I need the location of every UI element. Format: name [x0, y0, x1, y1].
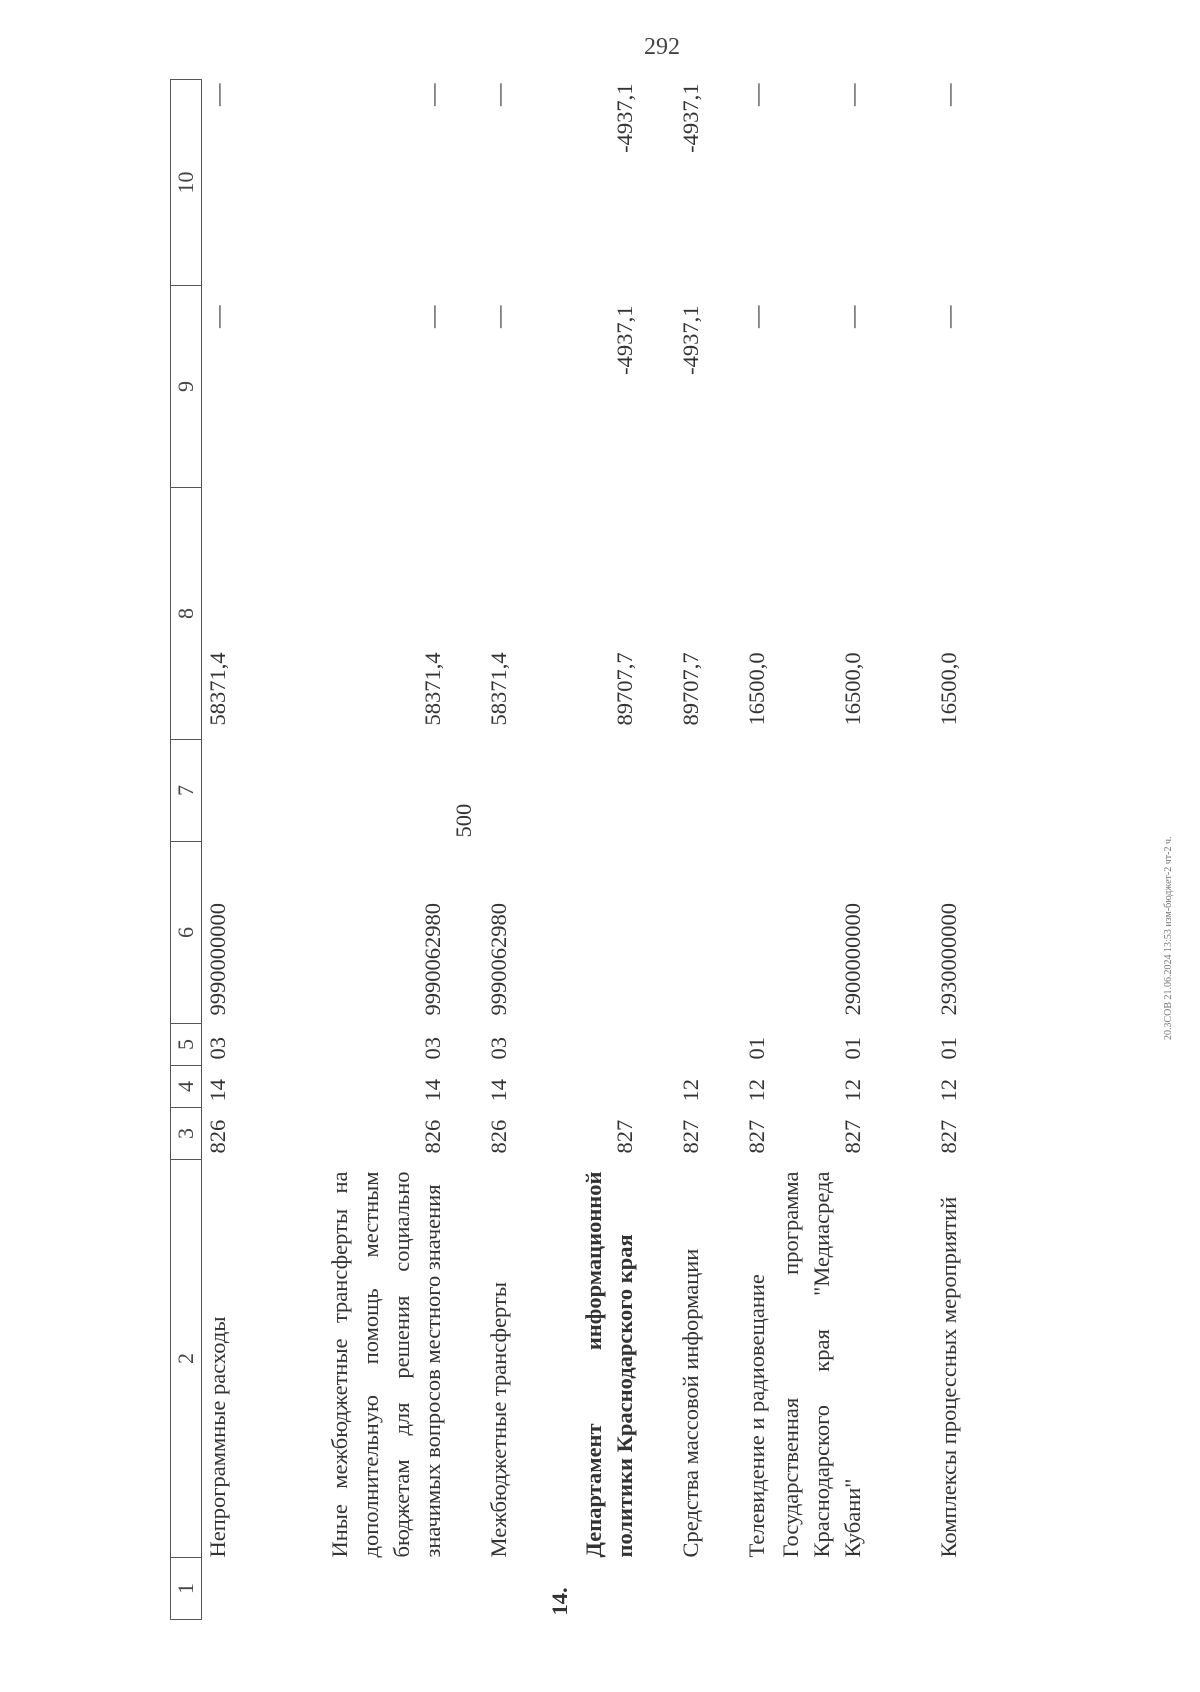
row-number	[272, 1558, 448, 1620]
table-row	[272, 80, 448, 1620]
header-row	[171, 80, 202, 1620]
cell-col-4: 12	[743, 1079, 769, 1102]
rotated-table-container	[170, 80, 1170, 1620]
cell-col-5: 03	[419, 1037, 445, 1060]
header-col-4: 4	[171, 1066, 202, 1108]
cell-col-8: 58371,4	[205, 652, 230, 726]
cell-col-5	[514, 1024, 640, 1066]
budget-table	[170, 79, 964, 1620]
cell-col-10: —	[485, 83, 511, 106]
cell-col-8: 89707,7	[611, 652, 637, 726]
cell-col-8: 16500,0	[935, 652, 961, 726]
cell-col-9: —	[419, 305, 445, 328]
cell-col-7: 500	[450, 803, 476, 838]
cell-col-4: 14	[205, 1079, 230, 1102]
cell-col-5: 01	[839, 1037, 865, 1060]
header-col-10: 10	[171, 80, 202, 286]
header-col-8: 8	[171, 488, 202, 740]
cell-col-4	[514, 1066, 640, 1108]
cell-col-4: 12	[677, 1079, 703, 1102]
header-col-3: 3	[171, 1108, 202, 1160]
cell-col-10: —	[839, 83, 865, 106]
table-row	[202, 80, 272, 1620]
row-name: Департамент информационной политики Краснодарского края	[580, 1171, 637, 1558]
cell-col-8: 58371,4	[419, 652, 445, 726]
cell-col-3: 826	[485, 1119, 511, 1154]
cell-col-6: 9990000000	[205, 903, 230, 1016]
cell-col-9: -4937,1	[677, 305, 703, 375]
cell-col-9: —	[839, 305, 865, 328]
cell-col-7	[640, 740, 706, 842]
cell-col-10: -4937,1	[677, 83, 703, 153]
cell-col-7	[272, 740, 448, 842]
row-name: Непрограммные расходы	[205, 1316, 230, 1558]
header-col-5: 5	[171, 1024, 202, 1066]
cell-col-8: 16500,0	[839, 652, 865, 726]
cell-col-10: —	[205, 83, 230, 106]
cell-col-5	[640, 1024, 706, 1066]
cell-col-9: —	[205, 305, 230, 328]
cell-col-3: 827	[611, 1119, 637, 1154]
cell-col-10: -4937,1	[611, 83, 637, 153]
row-name: Иные межбюджетные трансферты на дополнительную помощь местным бюджетам для решения социально значимых вопросов местного значения	[326, 1171, 445, 1558]
row-name: Комплексы процессных мероприятий	[935, 1196, 961, 1558]
row-name: Телевидение и радиовещание	[743, 1274, 769, 1558]
row-number	[868, 1558, 964, 1620]
cell-col-3: 826	[205, 1119, 230, 1154]
cell-col-5: 01	[743, 1037, 769, 1060]
cell-col-6: 9990062980	[419, 903, 445, 1016]
cell-col-10: —	[935, 83, 961, 106]
cell-col-9: —	[743, 305, 769, 328]
row-number	[640, 1558, 706, 1620]
row-number	[448, 1558, 514, 1620]
cell-col-3: 827	[935, 1119, 961, 1154]
cell-col-6: 9990062980	[485, 903, 511, 1016]
cell-col-6	[640, 842, 706, 1024]
row-number	[202, 1558, 272, 1620]
cell-col-3: 827	[677, 1119, 703, 1154]
table-row	[706, 80, 772, 1620]
cell-col-8: 16500,0	[743, 652, 769, 726]
cell-col-5: 03	[205, 1037, 230, 1060]
cell-col-6: 2900000000	[839, 903, 865, 1016]
cell-col-4: 12	[935, 1079, 961, 1102]
row-number	[772, 1558, 868, 1620]
cell-col-4: 14	[485, 1079, 511, 1102]
cell-col-10: —	[419, 83, 445, 106]
cell-col-3: 827	[839, 1119, 865, 1154]
table-row	[448, 80, 514, 1620]
footer-stamp: 20.3СОВ 21.06.2024 13:53 изм-бюджет-2 чт-2 ч.	[1163, 836, 1174, 1040]
cell-col-4: 12	[839, 1079, 865, 1102]
header-col-7: 7	[171, 740, 202, 842]
cell-col-8: 58371,4	[485, 652, 511, 726]
row-name: Межбюджетные трансферты	[485, 1282, 511, 1558]
cell-col-9: —	[935, 305, 961, 328]
cell-col-7	[868, 740, 964, 842]
table-row	[640, 80, 706, 1620]
header-col-9: 9	[171, 286, 202, 488]
row-number: 14.	[546, 1587, 572, 1616]
cell-col-7	[202, 740, 272, 842]
row-name: Средства массовой информации	[677, 1248, 703, 1558]
table-row	[868, 80, 964, 1620]
cell-col-7	[706, 740, 772, 842]
table-row	[772, 80, 868, 1620]
cell-col-9: -4937,1	[611, 305, 637, 375]
table-row	[514, 80, 640, 1620]
cell-col-9: —	[485, 305, 511, 328]
cell-col-3: 827	[743, 1119, 769, 1154]
cell-col-7	[772, 740, 868, 842]
cell-col-4: 14	[419, 1079, 445, 1102]
cell-col-8: 89707,7	[677, 652, 703, 726]
cell-col-10: —	[743, 83, 769, 106]
cell-col-5: 01	[935, 1037, 961, 1060]
cell-col-6	[706, 842, 772, 1024]
cell-col-6: 2930000000	[935, 903, 961, 1016]
row-name: Государственная программа Краснодарского края "Медиасреда Кубани"	[777, 1171, 865, 1558]
header-col-1: 1	[171, 1558, 202, 1620]
header-col-6: 6	[171, 842, 202, 1024]
cell-col-6	[514, 842, 640, 1024]
page-number: 292	[644, 34, 680, 60]
row-number	[706, 1558, 772, 1620]
header-col-2: 2	[171, 1160, 202, 1558]
cell-col-3: 826	[419, 1119, 445, 1154]
cell-col-5: 03	[485, 1037, 511, 1060]
cell-col-7	[514, 740, 640, 842]
